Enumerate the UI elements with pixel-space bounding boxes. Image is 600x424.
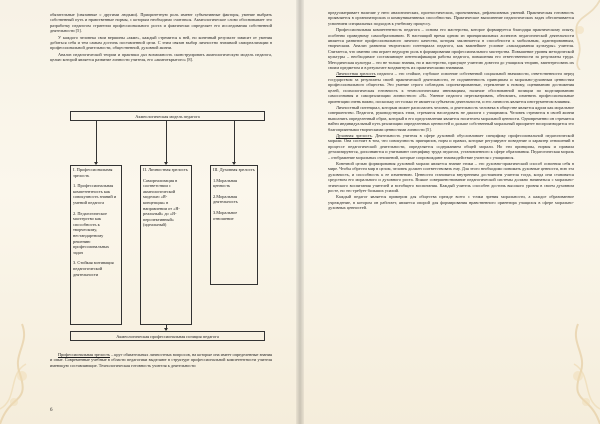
box-item: 3.Моральное отношение bbox=[213, 209, 238, 221]
page-number: 6 bbox=[50, 408, 53, 413]
paragraph: Профессиональная компетентность педагога – основа его мастерства, которое формируется благодаря практическому опыту, особенно праведному самообразованию. В настоящий время одним из принципиальных аспектов педагогической деятельности является развитие профессионального личного качества, которая заключается в способности к мобильным, адаптированным, творческим. Анализ развития творческого потенциала педагога, как важнейшее условие «закладывания культуры» учителя. Считается, что именно она играет ведущую роль в формировании профессионального мастерства. Повышение уровня методической культуры – необходимое составляющее интенсификации работы педагога, повышения его ответственности за результаты труда. Методическая культура – это не только знания, но и мастерство, присущее учителю довести до учащихся теорию, заинтересовать их своим предметом и в результате воздвигнуть их практическими знаниями. bbox=[328, 27, 574, 71]
personal-maturity-box bbox=[140, 165, 192, 325]
book-gutter bbox=[296, 0, 304, 424]
spiritual-maturity-box bbox=[210, 165, 258, 285]
bottom-text bbox=[50, 352, 272, 369]
paragraph: У каждого человека свои вершины «акме», каждый стремится к ней, но конечный результат зависит от умения добиться себя и тем самым достичь поставленной цели. С этим связан выбор личностно значимой самореализации в профессиональной деятельности, общественной, духовной жизни. bbox=[50, 34, 272, 51]
diagram-footer: Акмеологическая профессиональная позиция педагога bbox=[70, 331, 265, 341]
paragraph bbox=[328, 133, 574, 160]
box-heading: III. Духовная зрелость bbox=[213, 167, 255, 172]
professional-maturity-box bbox=[70, 165, 122, 325]
paragraph-rest: . Деятельность учителя в сфере духовной обусловливает специфику профессиональной педагогической морали. Она состоит в том, что совокупность принципов, норм и правил, которые регулируют поведение и характер отношений в процессе педагогической деятельности, определяется содержанием общей морали. Но эти принципы, нормы и правила детализируются, дополняются и учитывают специфику труда педагога, установленного к сфере образования. Педагогическая мораль – отображение моральных отношений, которые сопровождают взаимодействие учителя с учащимися. bbox=[328, 132, 574, 160]
paragraph: – круг обязательных личностных вопросов, на которые она имеет определенные знания и опыт. Современные учебные в области педагогики выделяют в структуре профессиональной компетентности учителя имеющую составляющие. Технологическая готовность учителя к деятельности bbox=[50, 352, 272, 368]
box-item: 2. Педагогическое мастерство как способность к творческому, нестандартному решению профессиональных задач bbox=[73, 210, 110, 255]
box-heading: II. Личностная зрелость bbox=[143, 167, 188, 172]
box-item: 3. Стойкая мотивация педагогической деятельности bbox=[73, 260, 114, 277]
box-item: 2.Моральная деятельность bbox=[213, 193, 238, 205]
box-heading: I. Профессиональная зрелость bbox=[73, 167, 113, 178]
arrow bbox=[166, 325, 167, 330]
intro-text bbox=[50, 12, 272, 64]
paragraph bbox=[328, 71, 574, 103]
box-item: Самореализация в соответствии с акмеологической моделью «Я-концепция» в направлении от «Я-реальный» до «Я-перспективный» (идеальный) bbox=[143, 177, 180, 228]
section-heading: Профессиональная зрелость bbox=[58, 352, 110, 357]
paragraph-rest: педагога – это стойкое, глубокое освоение собственной социальной значимости, ответственности перед государством за результаты своей практической деятельности, ее подчиненность принципам и морально-духовным ценностям профессионального общества. Это умение строго соблюдать спроектированные, стремление к новому, оцениванию достижения целей, психологическая готовность к технологическим инновациям, наличие обоснованной позиции по моделированию самосознания и самореализации личностного «Я». Умение педагога пересматривать, обновлять, изменить профессиональные ориентации очень важно, поскольку он только ее является субъектом деятельности, и его личность является инструментом влияния. bbox=[328, 71, 574, 104]
paragraph: Личностный потенциал, которым может располагать человек, и деятельность человека в обществе является ядром как моральное совершенство. Педагоги, руководствуясь этим, стремятся наследовать не диалоги с учащимися. Человек стремится в своей жизни выполнять определенный образ, который в его представлении является носителем моральной ценности. Одновременно он стремится найти индивидуальный путь реализации определенных ценностей и дальше собственный моральный приоритет воспроизводится это благоприятными творческими ценностями личности [5]. bbox=[328, 104, 574, 132]
floral-ornament-icon bbox=[540, 314, 600, 424]
right-page bbox=[300, 0, 600, 424]
paragraph: обязательные (связанные с другими людьми). Приоритетную роль имеют субъективные факторы, умение выбрать собственный путь и нравственные нормы, с которым необходимо считаться. Акмеологическое слово обосновывает это разработку педагогом стратегии профессионального роста и фактически определяет его исследования собственной деятельности [5]. bbox=[50, 12, 272, 34]
section-heading: Духовная зрелость bbox=[336, 132, 372, 138]
arrow bbox=[96, 121, 97, 164]
paragraph: Конечной целью формирования духовной морали является знание этики – это духовно-практический способ освоения себя в мире. Чтобы обрести мир в целом, человек должен соответствовать ему. Для этого необходимо понимать духовные ценности, всю эта духовность, и способность к ее изменению. Ценности становятся внутренним достоянием учителя тогда, когда они становятся средством его морального и духовного роста. Всякое совершенствование педагогической системы должно начинаться с морально-этического воспитания учителей и всеобщего воспитания. Каждый учитель способен достичь высокого уровня в своем духовном росте, но это требует больших усилий. bbox=[328, 160, 574, 193]
right-page-text bbox=[328, 10, 574, 212]
box-item: 1.Моральная ценность bbox=[213, 177, 237, 189]
paragraph: Анализ педагогической теории и практики дал возможность сконструировать акмеологическую модель педагога, целью которой является развитие личности учителя, его «акмеоткрытого» [8]. bbox=[50, 51, 272, 63]
acmeological-model-diagram bbox=[70, 105, 265, 345]
arrow bbox=[234, 121, 235, 164]
paragraph: предусматривает наличие у него аналитических, прогностических, проективных, рефлексивных умений. Практическая готовность проявляется в организаторских и коммуникативных способностях. Практическое выполнение педагогических задач обеспечивается усвоением специальных подходов к учебному процессу. bbox=[328, 10, 574, 26]
diagram-title: Акмеологическая модель педагога bbox=[70, 111, 265, 121]
paragraph: Каждый педагог является примером для общества прежде всего с точки зрения моральности, а каждое образованное учреждение, в котором он работает, является опорой для формирования нравственного ориентира учащихся в сфере морально-духовных ценностей. bbox=[328, 194, 574, 211]
section-heading: Личностная зрелость bbox=[336, 71, 376, 77]
arrow bbox=[166, 121, 167, 164]
box-item: 1. Профессиональная компетентность как совокупность знаний и умений педагога bbox=[73, 183, 117, 205]
